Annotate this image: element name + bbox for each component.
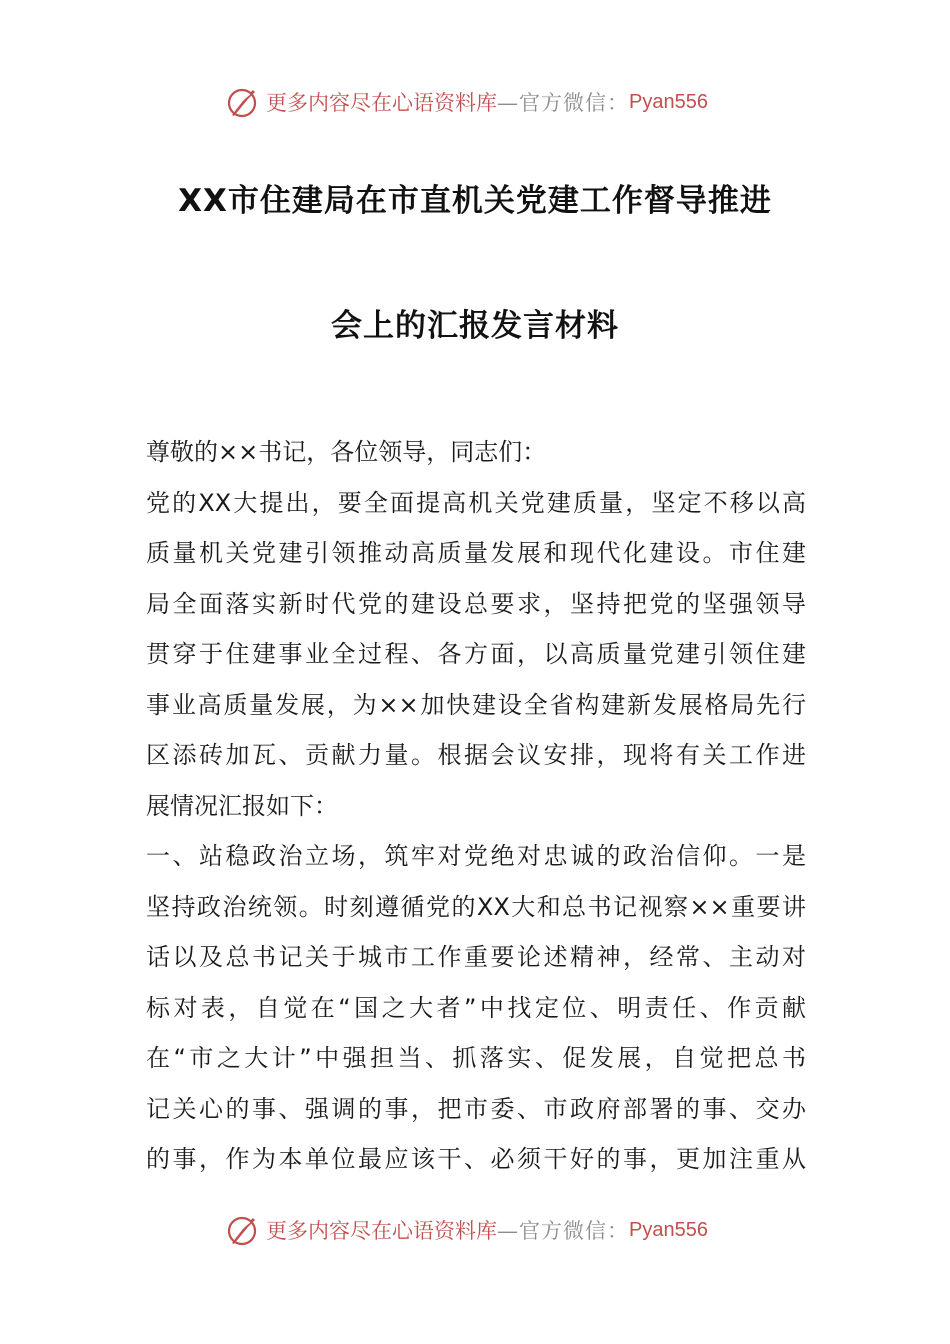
body-line: 的事，作为本单位最应该干、必须干好的事，更加注重从 (146, 1145, 806, 1173)
body-line: 标对表，自觉在“国之大者”中找定位、明责任、作贡献 (146, 993, 806, 1022)
banner-dash-text: —官方微信： (497, 91, 629, 115)
footer-banner[interactable] (226, 1210, 746, 1250)
body-line: 尊敬的××书记，各位领导，同志们： (146, 438, 547, 466)
header-banner[interactable] (226, 82, 746, 122)
body-line: 在“市之大计”中强担当、抓落实、促发展，自觉把总书 (146, 1044, 806, 1072)
banner-wechat-id: Pyan556 (629, 90, 708, 113)
body-line: 坚持政治统领。时刻遵循党的XX大和总书记视察××重要讲 (146, 892, 806, 921)
body-line: 质量机关党建引领推动高质量发展和现代化建设。市住建 (146, 539, 806, 567)
body-line: 记关心的事、强调的事，把市委、市政府部署的事、交办 (146, 1094, 806, 1123)
body-line: 事业高质量发展，为××加快建设全省构建新发展格局先行 (146, 690, 806, 719)
document-title-line-2: 会上的汇报发言材料 (331, 308, 619, 344)
pen-nib-icon (226, 85, 260, 119)
body-line: 展情况汇报如下： (146, 791, 338, 820)
banner-main-text: 更多内容尽在心语资料库 (266, 1219, 497, 1243)
body-line: 一、站稳政治立场，筑牢对党绝对忠诚的政治信仰。一是 (146, 842, 806, 870)
document-body (146, 427, 806, 1185)
body-line: 局全面落实新时代党的建设总要求，坚持把党的坚强领导 (146, 589, 806, 618)
body-line: 党的XX大提出，要全面提高机关党建质量，坚定不移以高 (146, 488, 806, 517)
banner-main-text: 更多内容尽在心语资料库 (266, 91, 497, 115)
body-line: 话以及总书记关于城市工作重要论述精神，经常、主动对 (146, 943, 806, 971)
body-line: 贯穿于住建事业全过程、各方面，以高质量党建引领住建 (146, 640, 806, 668)
body-line: 区添砖加瓦、贡献力量。根据会议安排，现将有关工作进 (146, 741, 806, 769)
document-title-line-1: XX市住建局在市直机关党建工作督导推进 (178, 183, 772, 219)
pen-nib-icon (226, 1213, 260, 1247)
banner-wechat-id: Pyan556 (629, 1218, 708, 1241)
banner-dash-text: —官方微信： (497, 1219, 629, 1243)
